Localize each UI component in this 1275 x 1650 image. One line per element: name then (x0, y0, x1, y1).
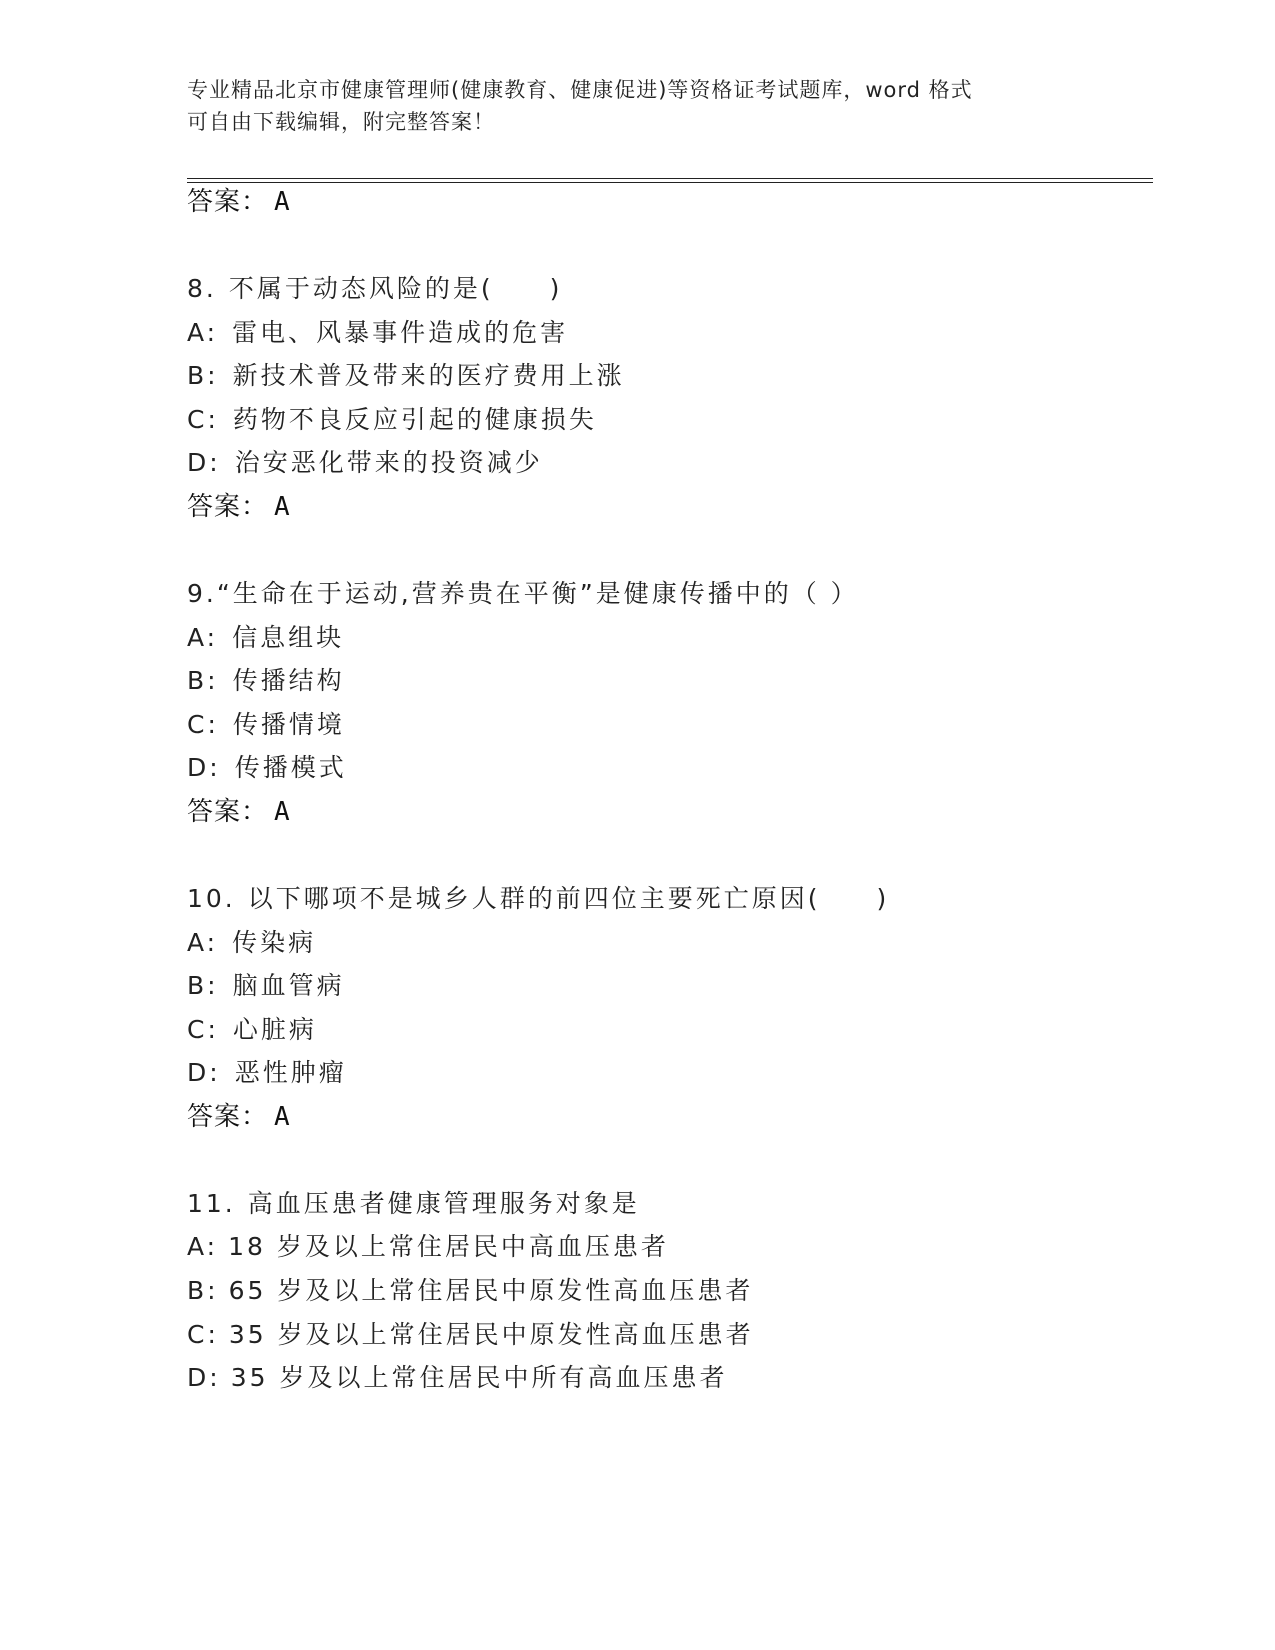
question-text: “生命在于运动,营养贵在平衡”是健康传播中的（ ） (216, 579, 859, 608)
header-divider-top (187, 178, 1153, 179)
answer-value: A (274, 492, 292, 522)
option-d (187, 753, 347, 783)
option-a (187, 1232, 669, 1262)
option-text: 雷电、风暴事件造成的危害 (232, 318, 569, 347)
answer-label: 答案： (187, 187, 269, 217)
option-text: 传播情境 (232, 710, 345, 739)
option-c (187, 405, 597, 435)
option-b (187, 361, 625, 391)
answer-line (187, 1102, 292, 1132)
question-text: 不属于动态风险的是( ) (228, 274, 563, 303)
option-text: 35 岁及以上常住居民中所有高血压患者 (230, 1363, 728, 1392)
option-text: 治安恶化带来的投资减少 (234, 448, 543, 477)
option-text: 传染病 (232, 928, 317, 957)
option-key: B: (187, 666, 219, 695)
option-key: C: (187, 710, 219, 739)
header-line-1: 专业精品北京市健康管理师(健康教育、健康促进)等资格证考试题库，word 格式 (187, 78, 973, 102)
question-text: 高血压患者健康管理服务对象是 (247, 1189, 640, 1218)
option-text: 18 岁及以上常住居民中高血压患者 (228, 1232, 669, 1261)
answer-line (187, 187, 292, 217)
option-text: 35 岁及以上常住居民中原发性高血压患者 (228, 1320, 754, 1349)
answer-label: 答案： (187, 492, 269, 522)
option-d (187, 448, 543, 478)
option-key: D: (187, 1058, 221, 1087)
option-key: C: (187, 1320, 219, 1349)
answer-line (187, 797, 292, 827)
option-key: A: (187, 318, 219, 347)
question-number: 10. (187, 884, 236, 913)
option-key: A: (187, 623, 219, 652)
answer-value: A (274, 797, 292, 827)
option-text: 药物不良反应引起的健康损失 (232, 405, 597, 434)
answer-line (187, 492, 292, 522)
option-text: 信息组块 (232, 623, 345, 652)
option-key: D: (187, 753, 221, 782)
option-c (187, 1320, 754, 1350)
option-text: 心脏病 (232, 1015, 317, 1044)
option-key: A: (187, 928, 219, 957)
answer-label: 答案： (187, 797, 269, 827)
answer-label: 答案： (187, 1102, 269, 1132)
question-number: 11. (187, 1189, 236, 1218)
option-key: D: (187, 1363, 221, 1392)
option-text: 传播模式 (234, 753, 347, 782)
answer-value: A (274, 1102, 292, 1132)
option-key: B: (187, 971, 219, 1000)
question-number: 9. (187, 579, 217, 608)
option-key: B: (187, 361, 219, 390)
option-key: B: (187, 1276, 219, 1305)
question-stem (187, 1189, 640, 1219)
header-divider-bottom (187, 182, 1153, 183)
option-c (187, 1015, 317, 1045)
option-key: A: (187, 1232, 219, 1261)
option-key: C: (187, 405, 219, 434)
option-text: 脑血管病 (232, 971, 345, 1000)
answer-value: A (274, 187, 292, 217)
header-line-2: 可自由下载编辑，附完整答案！ (187, 110, 495, 134)
option-key: D: (187, 448, 221, 477)
option-a (187, 928, 316, 958)
question-stem (187, 274, 562, 304)
option-b (187, 1276, 753, 1306)
option-text: 65 岁及以上常住居民中原发性高血压患者 (228, 1276, 754, 1305)
option-d (187, 1058, 347, 1088)
question-stem (187, 884, 889, 914)
option-a (187, 623, 344, 653)
question-text: 以下哪项不是城乡人群的前四位主要死亡原因( ) (247, 884, 890, 913)
option-text: 传播结构 (232, 666, 345, 695)
option-b (187, 666, 345, 696)
option-text: 新技术普及带来的医疗费用上涨 (232, 361, 625, 390)
option-key: C: (187, 1015, 219, 1044)
option-c (187, 710, 345, 740)
question-number: 8. (187, 274, 217, 303)
question-stem (187, 579, 859, 609)
option-a (187, 318, 568, 348)
page-header (187, 74, 1087, 138)
option-b (187, 971, 345, 1001)
option-text: 恶性肿瘤 (234, 1058, 347, 1087)
option-d (187, 1363, 727, 1393)
